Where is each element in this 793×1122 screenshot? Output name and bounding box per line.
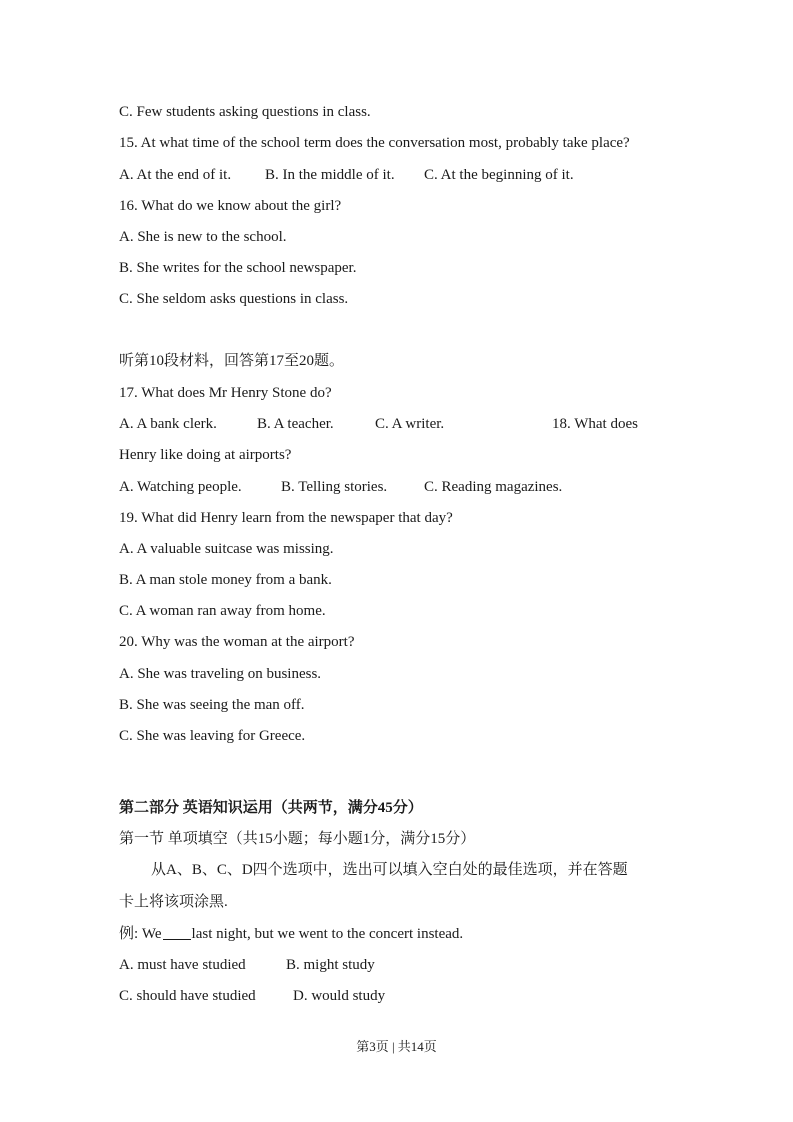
q15-option-a: A. At the end of it.: [119, 167, 232, 183]
q15-options: [119, 165, 679, 185]
question-18-start: 18. What does: [552, 416, 638, 432]
part-2-heading: 第二部分 英语知识运用（共两节，满分45分）: [119, 800, 423, 816]
q19-option-a: A. A valuable suitcase was missing.: [119, 541, 334, 557]
q20-option-c: C. She was leaving for Greece.: [119, 728, 306, 744]
q15-option-c: C. At the beginning of it.: [424, 167, 574, 183]
example-option-d: D. would study: [293, 988, 386, 1004]
q16-option-c: C. She seldom asks questions in class.: [119, 291, 349, 307]
q17-options: [119, 414, 679, 434]
example-suffix: last night, but we went to the concert instead.: [191, 926, 464, 942]
example-prefix: 例: We: [119, 926, 162, 942]
question-17: 17. What does Mr Henry Stone do?: [119, 385, 332, 401]
example-sentence: [119, 924, 463, 944]
example-option-b: B. might study: [286, 957, 375, 973]
q19-option-c: C. A woman ran away from home.: [119, 603, 326, 619]
q18-option-c: C. Reading magazines.: [424, 479, 563, 495]
example-options-ab: [119, 955, 519, 975]
page-number-footer: 第3页 | 共14页: [356, 1039, 437, 1054]
q19-option-b: B. A man stole money from a bank.: [119, 572, 332, 588]
q16-option-b: B. She writes for the school newspaper.: [119, 260, 357, 276]
q18-option-a: A. Watching people.: [119, 479, 242, 495]
answer-blank: [163, 925, 191, 940]
q18-options: [119, 477, 679, 497]
instruction-line-2: 卡上将该项涂黑.: [119, 894, 228, 910]
q18-option-b: B. Telling stories.: [281, 479, 388, 495]
question-16: 16. What do we know about the girl?: [119, 198, 342, 214]
q20-option-b: B. She was seeing the man off.: [119, 697, 305, 713]
question-15: 15. At what time of the school term does the conversation most, probably take place?: [119, 135, 630, 151]
question-19: 19. What did Henry learn from the newspaper that day?: [119, 510, 453, 526]
material-10-heading: 听第10段材料，回答第17至20题。: [119, 353, 345, 369]
question-20: 20. Why was the woman at the airport?: [119, 634, 355, 650]
example-option-a: A. must have studied: [119, 957, 246, 973]
q15-option-b: B. In the middle of it.: [265, 167, 395, 183]
question-18-end: Henry like doing at airports?: [119, 447, 292, 463]
example-options-cd: [119, 986, 519, 1006]
instruction-line-1: 从A、B、C、D四个选项中，选出可以填入空白处的最佳选项，并在答题: [151, 862, 628, 878]
q20-option-a: A. She was traveling on business.: [119, 666, 322, 682]
q17-option-c: C. A writer.: [375, 416, 445, 432]
q14-option-c: C. Few students asking questions in class.: [119, 104, 371, 120]
example-option-c: C. should have studied: [119, 988, 256, 1004]
q16-option-a: A. She is new to the school.: [119, 229, 287, 245]
q17-option-b: B. A teacher.: [257, 416, 334, 432]
section-1-heading: 第一节 单项填空（共15小题；每小题1分，满分15分）: [119, 831, 476, 847]
q17-option-a: A. A bank clerk.: [119, 416, 217, 432]
